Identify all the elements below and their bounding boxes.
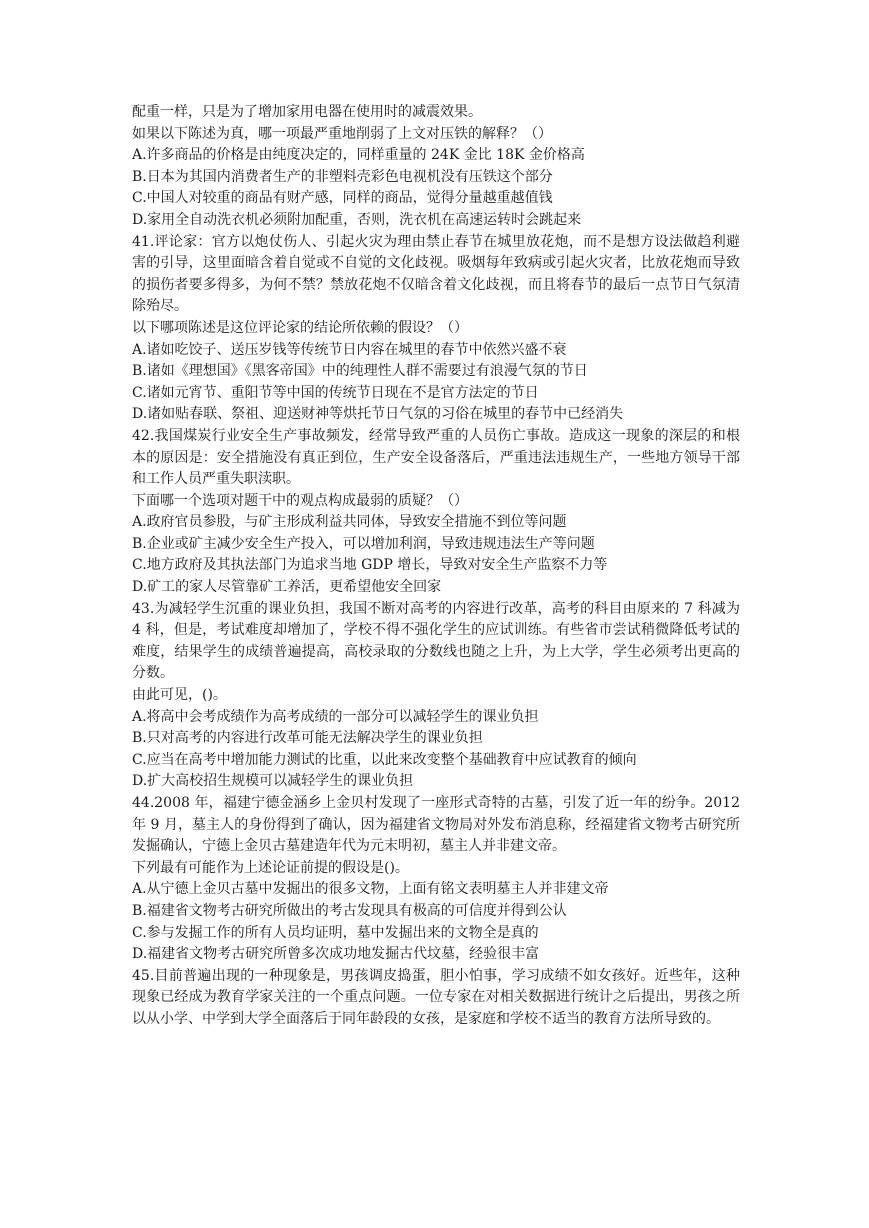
option-c: C.参与发掘工作的所有人员均证明，墓中发掘出来的文物全是真的: [132, 924, 539, 941]
question-stem: 41.评论家：官方以炮仗伤人、引起火灾为理由禁止春节在城里放花炮，而不是想方设法做趋利避害的引导，这里面暗含着自觉或不自觉的文化歧视。吸烟每年致病或引起火灾者，比放花炮而导致的损伤者要多得多，为何不禁？禁放花炮不仅暗含着文化歧视，而且将春节的最后一点节日气氛清除殆尽。: [132, 233, 740, 315]
option-b: B.只对高考的内容进行改革可能无法解决学生的课业负担: [132, 730, 483, 747]
option-a: A.从宁德上金贝古墓中发掘出的很多文物，上面有铭文表明墓主人并非建文帝: [132, 881, 609, 898]
option-b: B.日本为其国内消费者生产的非塑料壳彩色电视机没有压铁这个部分: [132, 168, 553, 185]
question-44: [132, 793, 740, 966]
text-line: 配重一样，只是为了增加家用电器在使用时的减震效果。: [132, 104, 482, 120]
question-prompt: 下列最有可能作为上述论证前提的假设是()。: [132, 859, 409, 876]
option-c: C.诸如元宵节、重阳节等中国的传统节日现在不是官方法定的节日: [132, 384, 539, 401]
option-a: A.诸如吃饺子、送压岁钱等传统节日内容在城里的春节中依然兴盛不衰: [132, 341, 567, 358]
question-43: [132, 599, 740, 793]
question-stem: 43.为减轻学生沉重的课业负担，我国不断对高考的内容进行改革，高考的科目由原来的 7 科减为 4 科，但是，考试难度却增加了，学校不得不强化学生的应试训练。有些省市尝试稍微降低考试的难度，结果学生的成绩普遍提高，高校录取的分数线也随之上升，为上大学，学生必须考出更高的分数。: [132, 600, 740, 682]
document-page: [132, 102, 740, 1031]
question-40-options: [132, 124, 740, 232]
option-d: D.诸如贴春联、祭祖、迎送财神等烘托节日气氛的习俗在城里的春节中已经消失: [132, 406, 624, 423]
question-prompt: 以下哪项陈述是这位评论家的结论所依赖的假设？（）: [132, 319, 468, 336]
option-c: C.中国人对较重的商品有财产感，同样的商品，觉得分量越重越值钱: [132, 190, 553, 207]
option-d: D.矿工的家人尽管靠矿工养活，更希望他安全回家: [132, 579, 442, 596]
option-d: D.家用全自动洗衣机必须附加配重，否则，洗衣机在高速运转时会跳起来: [132, 211, 582, 228]
question-stem: 45.目前普遍出现的一种现象是，男孩调皮捣蛋，胆小怕事，学习成绩不如女孩好。近些年，这种现象已经成为教育学家关注的一个重点问题。一位专家在对相关数据进行统计之后提出，男孩之所以从小学、中学到大学全面落后于同年龄段的女孩，是家庭和学校不适当的教育方法所导致的。: [132, 967, 740, 1027]
option-c: C.应当在高考中增加能力测试的比重，以此来改变整个基础教育中应试教育的倾向: [132, 751, 637, 768]
option-b: B.企业或矿主减少安全生产投入，可以增加利润，导致违规违法生产等问题: [132, 535, 595, 552]
option-b: B.福建省文物考古研究所做出的考古发现具有极高的可信度并得到公认: [132, 902, 567, 919]
question-stem: 44.2008 年，福建宁德金涵乡上金贝村发现了一座形式奇特的古墓，引发了近一年的纷争。2012 年 9 月，墓主人的身份得到了确认，因为福建省文物局对外发布消息称，经福建省文物考古研究所发掘确认，宁德上金贝古墓建造年代为元末明初，墓主人并非建文帝。: [132, 795, 740, 855]
option-a: A.许多商品的价格是由纯度决定的，同样重量的 24K 金比 18K 金价格高: [132, 147, 585, 164]
question-42: [132, 426, 740, 599]
option-a: A.政府官员参股，与矿主形成利益共同体，导致安全措施不到位等问题: [132, 514, 567, 531]
question-41: [132, 232, 740, 426]
option-d: D.福建省文物考古研究所曾多次成功地发掘古代坟墓，经验很丰富: [132, 946, 540, 963]
question-stem: 42.我国煤炭行业安全生产事故频发，经常导致严重的人员伤亡事故。造成这一现象的深层的和根本的原因是：安全措施没有真正到位，生产安全设备落后，严重违法违规生产，一些地方领导干部和工作人员严重失职渎职。: [132, 427, 740, 488]
option-c: C.地方政府及其执法部门为追求当地 GDP 增长，导致对安全生产监察不力等: [132, 557, 608, 574]
question-prompt: 下面哪一个选项对题干中的观点构成最弱的质疑？（）: [132, 492, 468, 509]
question-45: [132, 966, 740, 1031]
option-b: B.诸如《理想国》《黑客帝国》中的纯理性人群不需要过有浪漫气氛的节日: [132, 363, 588, 380]
option-a: A.将高中会考成绩作为高考成绩的一部分可以减轻学生的课业负担: [132, 708, 539, 725]
question-prompt: 由此可见，()。: [132, 687, 227, 704]
question-prompt: 如果以下陈述为真，哪一项最严重地削弱了上文对压铁的解释？（）: [132, 125, 552, 142]
option-d: D.扩大高校招生规模可以减轻学生的课业负担: [132, 773, 414, 790]
